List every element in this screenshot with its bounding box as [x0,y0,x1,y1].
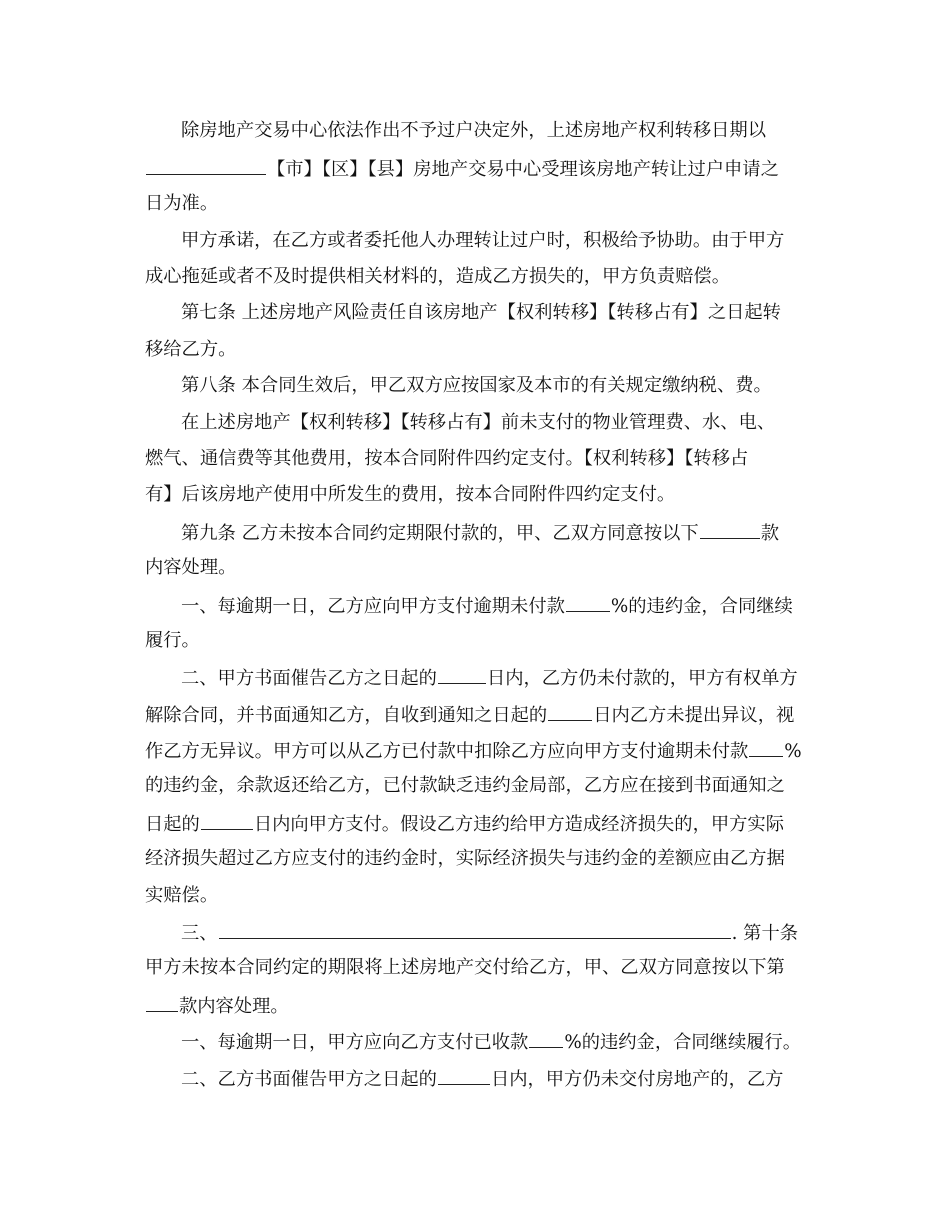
text-line: 燃气、通信费等其他费用，按本合同附件四约定支付。【权利转移】【转移占 [145,448,749,469]
fill-in-blank[interactable] [749,738,783,757]
text-line: 第九条 乙方未按本合同约定期限付款的，甲、乙双方同意按以下 款 [181,520,779,544]
text-line: 实赔偿。 [145,885,219,906]
fill-in-blank[interactable] [700,520,760,539]
fill-in-blank[interactable] [201,811,253,830]
text-line: 有】后该房地产使用中所发生的费用，按本合同附件四约定支付。 [145,484,676,505]
text-line: 第七条 上述房地产风险责任自该房地产【权利转移】【转移占有】之日起转 [181,302,781,323]
text-line: 在上述房地产【权利转移】【转移占有】前未支付的物业管理费、水、电、 [181,412,776,433]
text-line: 一、每逾期一日，甲方应向乙方支付已收款 %的违约金，合同继续履行。 [181,1029,801,1053]
fill-in-blank[interactable] [566,593,610,612]
text-line: 甲方承诺，在乙方或者委托他人办理转让过户时，积极给予协助。由于甲方 [181,230,785,251]
text-line: 二、乙方书面催告甲方之日起的 日内，甲方仍未交付房地产的，乙方 [181,1066,783,1090]
text-line: 内容处理。 [145,557,237,578]
text-line: 一、每逾期一日，乙方应向甲方支付逾期未付款 %的违约金，合同继续 [181,593,793,617]
text-line: 甲方未按本合同约定的期限将上述房地产交付给乙方，甲、乙双方同意按以下第 [145,957,785,978]
fill-in-blank[interactable] [438,665,486,684]
text-line: 作乙方无异议。甲方可以从乙方已付款中扣除乙方应向甲方支付逾期未付款 % [145,738,802,762]
text-line: 第八条 本合同生效后，甲乙双方应按国家及本市的有关规定缴纳税、费。 [181,375,772,396]
text-line: 二、甲方书面催告乙方之日起的 日内，乙方仍未付款的，甲方有权单方 [181,665,798,689]
fill-in-blank[interactable] [146,156,266,175]
text-line: 成心拖延或者不及时提供相关材料的，造成乙方损失的，甲方负责赔偿。 [145,266,730,287]
text-line: 日起的 日内向甲方支付。假设乙方违约给甲方造成经济损失的，甲方实际 [145,811,784,835]
fill-in-blank[interactable] [548,702,592,721]
fill-in-blank[interactable] [219,920,731,939]
text-line: 移给乙方。 [145,339,237,360]
text-line: 除房地产交易中心依法作出不予过户决定外，上述房地产权利转移日期以 [181,120,766,141]
text-line: 日为准。 [145,193,219,214]
text-line: 【市】【区】【县】房地产交易中心受理该房地产转让过户申请之 [145,156,779,180]
fill-in-blank[interactable] [438,1066,490,1085]
text-line: 经济损失超过乙方应支付的违约金时，实际经济损失与违约金的差额应由乙方据 [145,848,785,869]
fill-in-blank[interactable] [146,993,178,1012]
text-line: 履行。 [145,630,200,651]
text-line: 的违约金，余款返还给乙方，已付款缺乏违约金局部，乙方应在接到书面通知之 [145,775,785,796]
text-line: 款内容处理。 [145,993,289,1017]
text-line: 三、 . 第十条 [181,920,798,944]
text-line: 解除合同，并书面通知乙方，自收到通知之日起的 日内乙方未提出异议，视 [145,702,794,726]
fill-in-blank[interactable] [529,1029,563,1048]
